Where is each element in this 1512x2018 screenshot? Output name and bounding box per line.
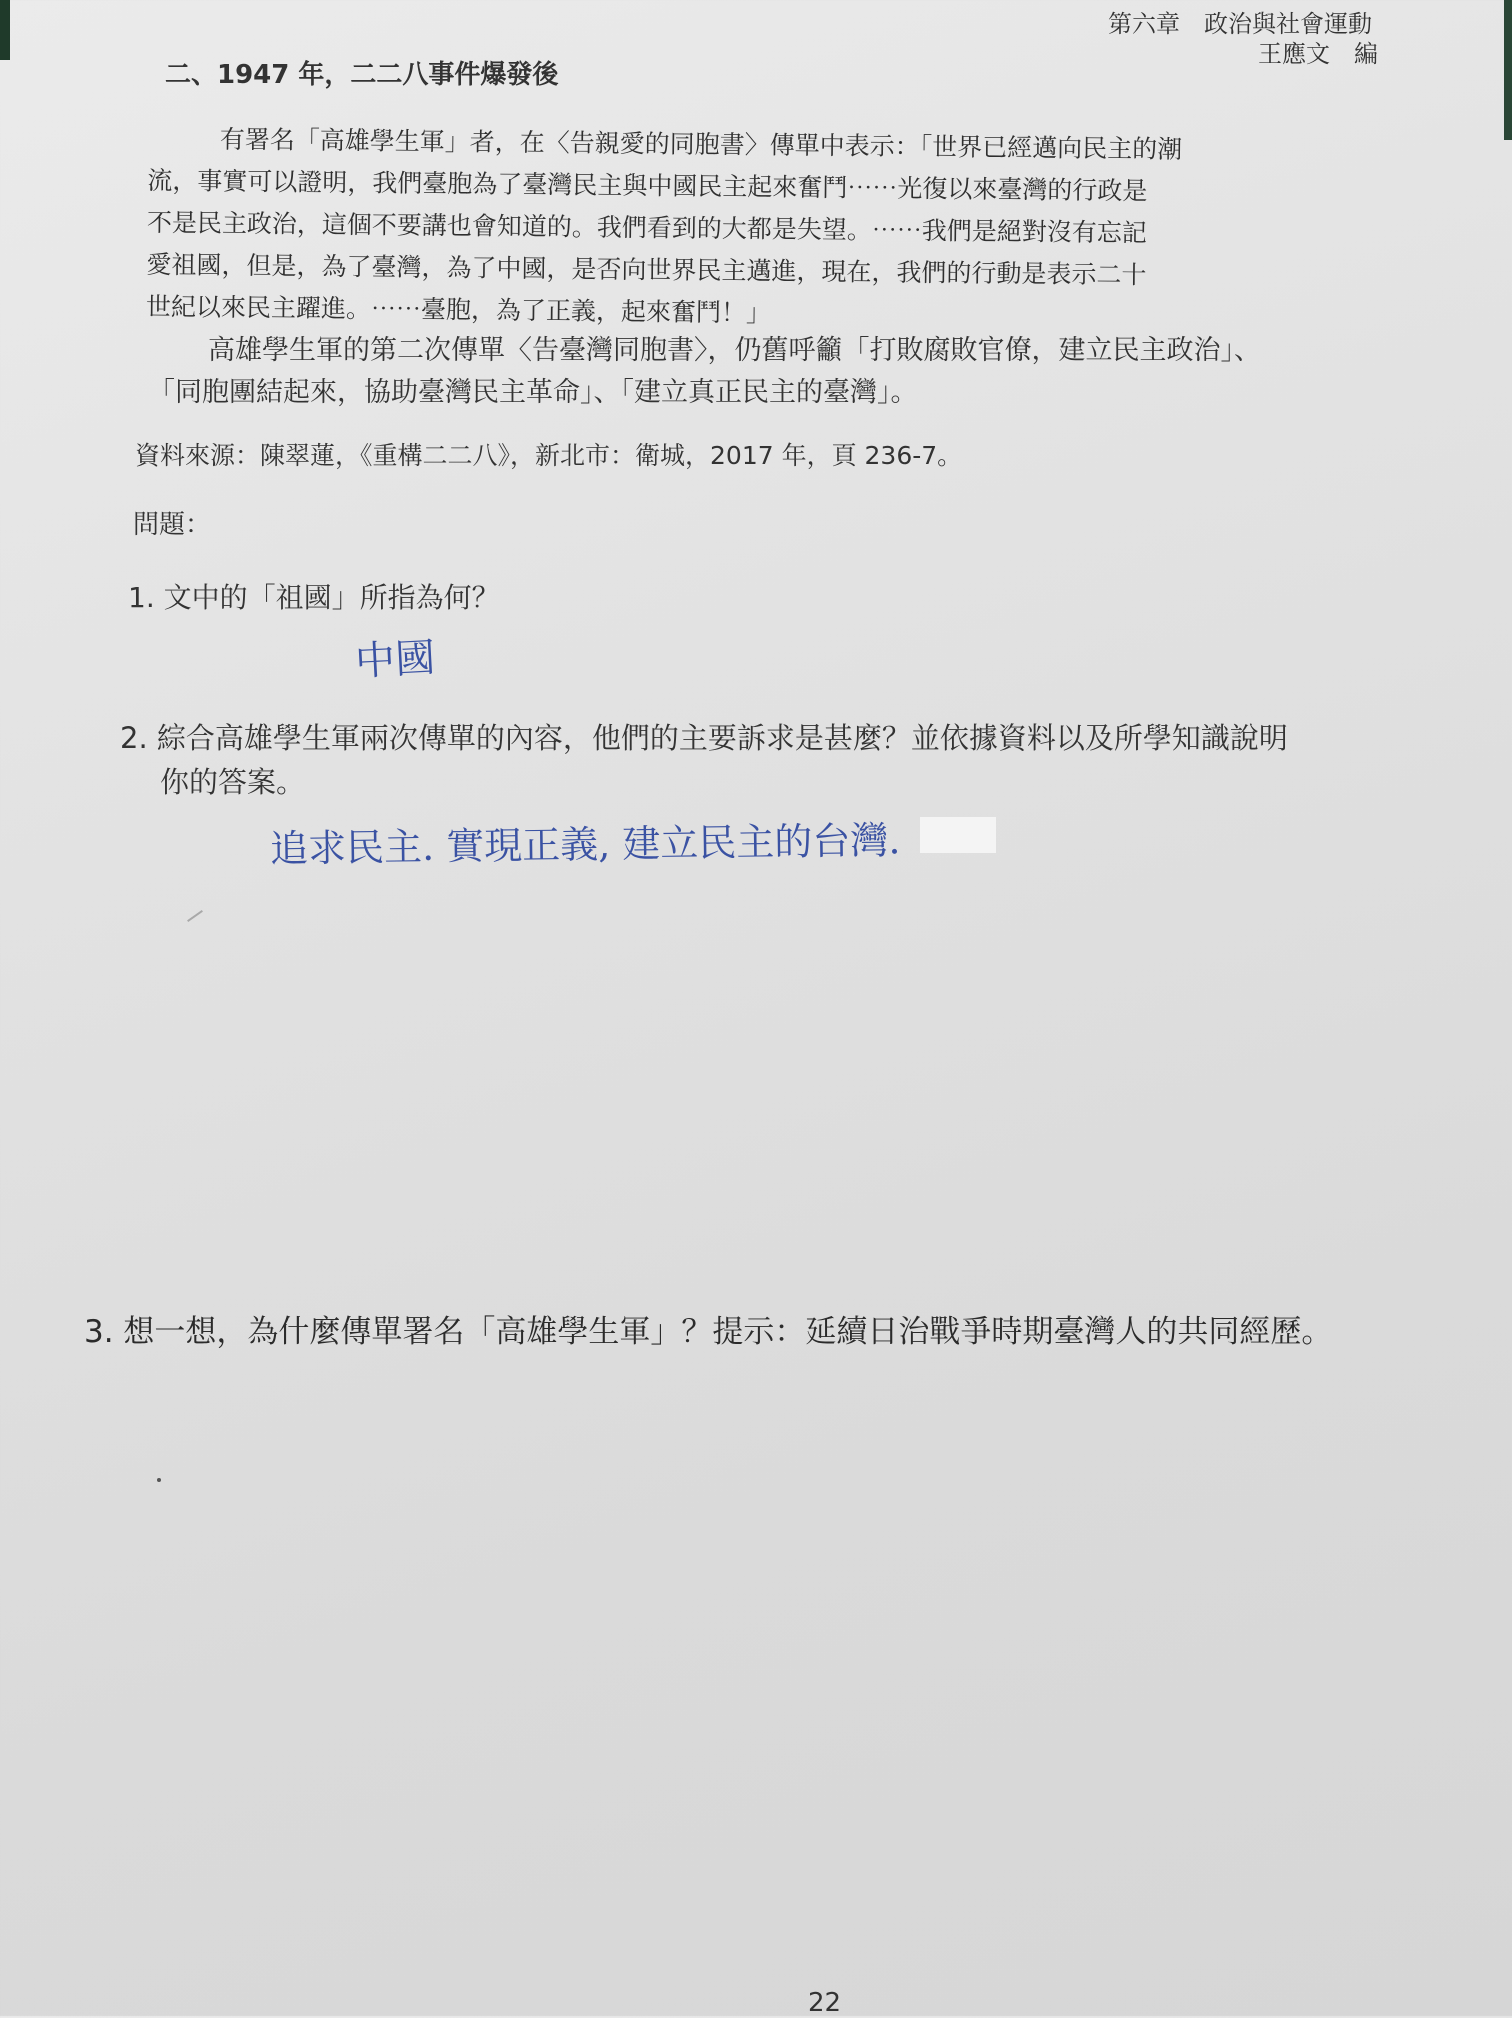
chapter-header: 第六章 政治與社會運動 xyxy=(1108,10,1372,38)
paragraph-line: 高雄學生軍的第二次傳單〈告臺灣同胞書〉，仍舊呼籲「打敗腐敗官僚，建立民主政治」、 xyxy=(208,335,1261,366)
question-2 xyxy=(120,716,1440,804)
questions-heading: 問題： xyxy=(133,510,212,540)
question-1: 1. 文中的「祖國」所指為何？ xyxy=(128,581,500,614)
question-2-line-2: 你的答案。 xyxy=(160,765,306,799)
author-header: 王應文 編 xyxy=(1258,40,1378,68)
binder-edge xyxy=(0,0,10,60)
leaflet-quote xyxy=(146,118,1398,341)
quote-line: 不是民主政治，這個不要講也會知道的。我們看到的大都是失望。⋯⋯我們是絕對沒有忘記 xyxy=(146,207,1148,248)
question-2-line-1: 2. 綜合高雄學生軍兩次傳單的內容，他們的主要訴求是甚麼？並依據資料以及所學知識說明 xyxy=(120,721,1288,755)
binder-edge-right xyxy=(1504,0,1512,140)
correction-tape xyxy=(920,817,996,853)
ink-dot xyxy=(157,1478,161,1482)
paragraph-line: 「同胞團結起來，協助臺灣民主革命」、「建立真正民主的臺灣」。 xyxy=(148,377,918,408)
quote-line: 愛祖國，但是，為了臺灣，為了中國，是否向世界民主邁進，現在，我們的行動是表示二十 xyxy=(146,249,1147,290)
section-title: 二、1947 年，二二八事件爆發後 xyxy=(165,60,559,90)
source-citation: 資料來源：陳翠蓮，《重構二二八》，新北市：衛城，2017 年，頁 236-7。 xyxy=(135,441,963,470)
handwritten-answer-1: 中國 xyxy=(354,634,437,686)
handwritten-answer-2: 追求民主. 實現正義, 建立民主的台灣. xyxy=(269,818,901,871)
pencil-mark xyxy=(187,910,203,922)
quote-line: 世紀以來民主躍進。⋯⋯臺胞，為了正義，起來奮鬥！」 xyxy=(145,291,772,328)
quote-line: 流，事實可以證明，我們臺胞為了臺灣民主與中國民主起來奮鬥⋯⋯光復以來臺灣的行政是 xyxy=(147,165,1148,206)
page-number: 22 xyxy=(808,1988,842,2018)
quote-line: 有署名「高雄學生軍」者，在〈告親愛的同胞書〉傳單中表示：「世界已經邁向民主的潮 xyxy=(219,124,1183,164)
second-leaflet-paragraph xyxy=(148,330,1398,414)
question-3: 3. 想一想，為什麼傳單署名「高雄學生軍」？提示：延續日治戰爭時期臺灣人的共同經歷。 xyxy=(84,1314,1333,1350)
